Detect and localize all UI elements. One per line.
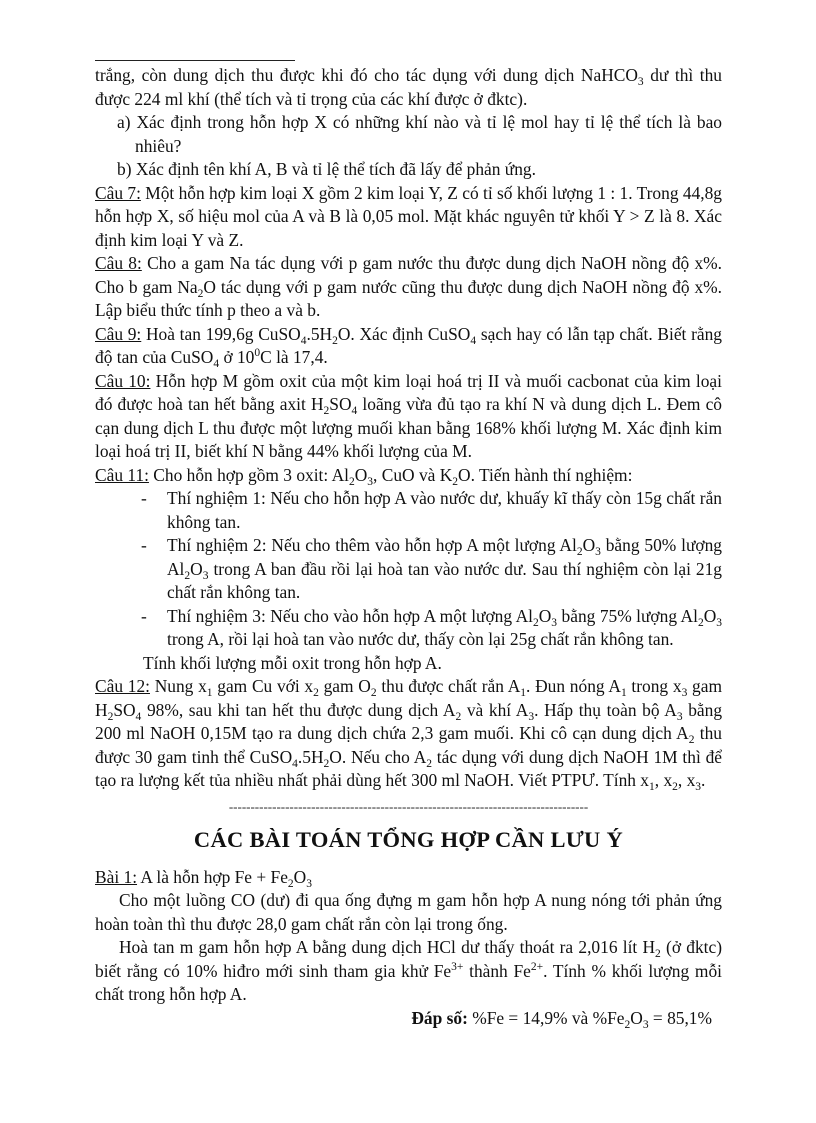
answer-label: Đáp số:	[411, 1007, 468, 1028]
question-11-task: Tính khối lượng mỗi oxit trong hỗn hợp A.	[143, 652, 442, 673]
question-7-label: Câu 7:	[95, 182, 141, 203]
experiment-3: - Thí nghiệm 3: Nếu cho vào hỗn hợp A một lượng $Al_2O_3$ bằng 75% lượng $Al_2O_3$ trong A, rồi lại hoà tan vào nước dư, thấy còn lại 25g chất rắn không tan.	[141, 605, 722, 649]
top-rule	[95, 60, 295, 61]
question-11: Câu 11: Cho hỗn hợp gồm 3 oxit: $Al_2O_3$, CuO và $K_2O$. Tiến hành thí nghiệm:	[95, 464, 633, 488]
question-9-label: Câu 9:	[95, 323, 142, 344]
question-12-label: Câu 12:	[95, 676, 150, 696]
document-body	[95, 64, 722, 1030]
section-divider: -----------------------------------------------------------------------------------	[228, 798, 589, 814]
experiment-1: - Thí nghiệm 1: Nếu cho hỗn hợp A vào nước dư, khuấy kĩ thấy còn 15g chất rắn không tan.	[141, 488, 722, 532]
question-10-label: Câu 10:	[95, 370, 151, 391]
question-12: Câu 12: Nung $x_1$ gam Cu với $x_2$ gam $O_2$ thu được chất rắn $A_1$. Đun nóng $A_1$ trong $x_3$ gam $H_2SO_4$ 98%, sau khi tan hết thu được dung dịch $A_2$ và khí $A_3$. Hấp thụ toàn bộ $A_3$ bằng 200 ml NaOH 0,15M tạo ra dung dịch chứa 2,3 gam muối. Khi cô cạn dung dịch $A_2$ thu được 30 gam tinh thể $CuSO_4.5H_2O$. Nếu cho $A_2$ tác dụng với dung dịch NaOH 1M thì để tạo ra lượng kết tủa nhiều nhất phải dùng hết 300 ml NaOH. Viết PTPƯ. Tính $x_1$, $x_2$, $x_3$.	[95, 676, 723, 793]
item-b: b) Xác định tên khí A, B và tỉ lệ thể tích đã lấy để phản ứng.	[117, 159, 536, 179]
item-a: a) Xác định trong hỗn hợp X có những khí nào và tỉ lệ mol hay tỉ lệ thể tích là bao nhiêu?	[117, 112, 722, 156]
experiment-2: - Thí nghiệm 2: Nếu cho thêm vào hỗn hợp A một lượng $Al_2O_3$ bằng 50% lượng $Al_2O_3$ trong A ban đầu rồi lại hoà tan vào nước dư. Sau thí nghiệm còn lại 21g chất rắn không tan.	[141, 535, 722, 602]
question-7: Câu 7: Một hỗn hợp kim loại X gồm 2 kim loại Y, Z có tỉ số khối lượng 1 : 1. Trong 44,8g hỗn hợp X, số hiệu mol của A và B là 0,05 mol. Mặt khác nguyên tử khối Y > Z là 8. Xác định kim loại Y và Z.	[95, 182, 723, 250]
section-title: CÁC BÀI TOÁN TỔNG HỢP CẦN LƯU Ý	[193, 827, 624, 852]
question-8: Câu 8: Cho a gam Na tác dụng với p gam nước thu được dung dịch NaOH nồng độ x%. Cho b gam $Na_2O$ tác dụng với p gam nước cũng thu được dung dịch NaOH nồng độ x%. Lập biểu thức tính p theo a và b.	[95, 253, 722, 320]
question-8-label: Câu 8:	[95, 253, 142, 273]
answer-line: Đáp số: %Fe = 14,9% và $\%Fe_2O_3 = 85,1\%$	[411, 1007, 712, 1031]
question-11-label: Câu 11:	[95, 464, 149, 485]
exercise-1-paragraph-2: Hoà tan m gam hỗn hợp A bằng dung dịch HCl dư thấy thoát ra 2,016 lít $H_2$ (ở đktc) biết rằng có 10% hiđro mới sinh tham gia khử $Fe^{3+}$ thành $Fe^{2+}$. Tính % khối lượng mỗi chất trong hỗn hợp A.	[95, 937, 722, 1004]
exercise-1-label: Bài 1:	[95, 866, 138, 887]
exercise-1-paragraph-1: Cho một luồng CO (dư) đi qua ống đựng m gam hỗn hợp A nung nóng tới phản ứng hoàn toàn thì thu được 28,0 gam chất rắn còn lại trong ống.	[95, 890, 722, 934]
exercise-1-heading: Bài 1: A là hỗn hợp $Fe + Fe_2O_3$	[95, 866, 312, 890]
paragraph-continuation: trắng, còn dung dịch thu được khi đó cho tác dụng với dung dịch NaHCO$_3$ dư thì thu được 224 ml khí (thể tích và tỉ trọng của các khí được ở đktc).	[95, 65, 722, 109]
question-9: Câu 9: Hoà tan 199,6g $CuSO_4.5H_2O$. Xác định CuSO$_4$ sạch hay có lẫn tạp chất. Biết rằng độ tan của CuSO$_4$ ở $10^0C$ là 17,4.	[95, 323, 722, 370]
question-10: Câu 10: Hỗn hợp M gồm oxit của một kim loại hoá trị II và muối cacbonat của kim loại đó được hoà tan hết bằng axit $H_2SO_4$ loãng vừa đủ tạo ra khí N và dung dịch L. Đem cô cạn dung dịch L thu được một lượng muối khan bằng 168% khối lượng M. Xác định kim loại hoá trị II, biết khí N bằng 44% khối lượng của M.	[95, 370, 723, 461]
